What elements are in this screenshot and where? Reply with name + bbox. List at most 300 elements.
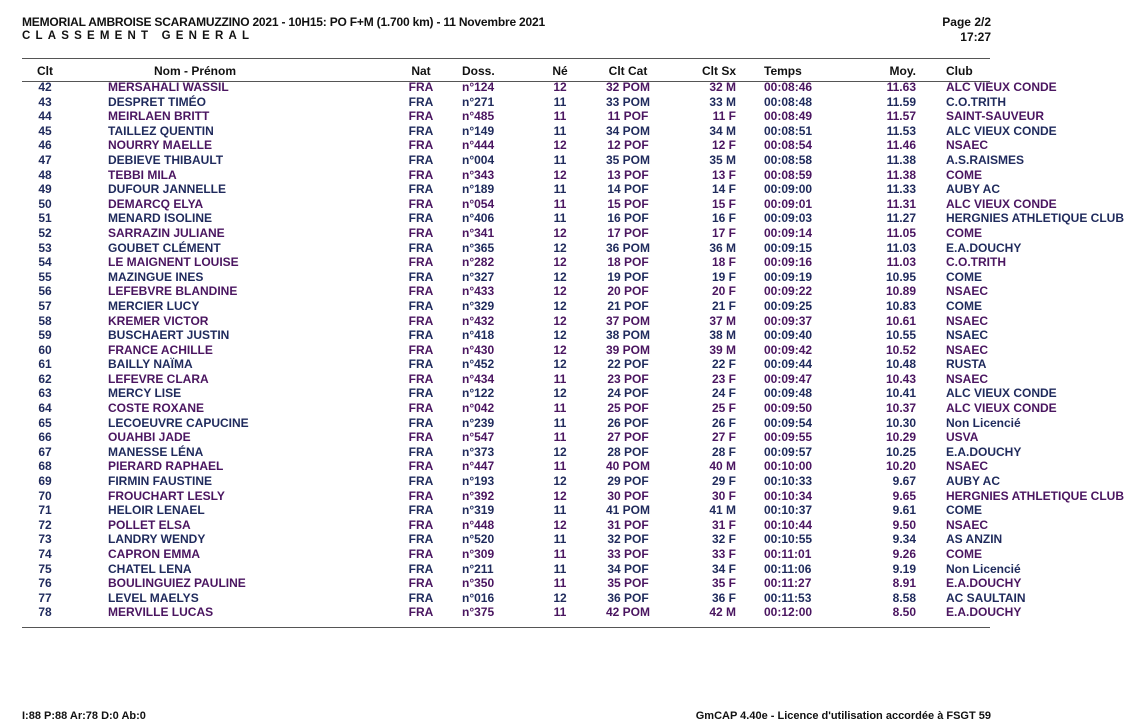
cell-cat-rank: 23 POF xyxy=(607,371,649,386)
cell-bib: n°054 xyxy=(462,196,495,211)
cell-avg: 10.25 xyxy=(885,444,916,459)
table-row xyxy=(22,576,990,591)
cell-avg: 9.26 xyxy=(892,547,916,561)
cell-rank: 48 xyxy=(38,167,52,182)
col-header-nat: Nat xyxy=(411,63,431,78)
cell-time: 00:09:15 xyxy=(764,240,813,255)
cell-rank: 51 xyxy=(38,211,52,226)
col-header-clt: Clt xyxy=(37,63,53,78)
cell-club: ALC VIEUX CONDE xyxy=(946,386,1057,401)
cell-avg: 9.34 xyxy=(892,532,916,547)
cell-born: 12 xyxy=(553,590,567,605)
cell-name: MERSAHALI WASSIL xyxy=(108,80,229,94)
cell-nat: FRA xyxy=(408,605,434,620)
cell-bib: n°124 xyxy=(462,80,495,94)
cell-rank: 64 xyxy=(38,401,52,416)
cell-time: 00:09:37 xyxy=(764,313,813,328)
cell-time: 00:09:01 xyxy=(764,196,813,211)
cell-name: MENARD ISOLINE xyxy=(108,211,213,226)
cell-cat-rank: 22 POF xyxy=(607,357,649,372)
cell-avg: 9.67 xyxy=(892,474,916,489)
cell-name: COSTE ROXANE xyxy=(108,401,205,416)
cell-club: ALC VIEUX CONDE xyxy=(946,401,1057,416)
page-title: MEMORIAL AMBROISE SCARAMUZZINO 2021 - 10H15: PO F+M (1.700 km) - 11 Novembre 2021 xyxy=(22,15,545,29)
cell-avg: 9.61 xyxy=(892,503,916,518)
cell-bib: n°520 xyxy=(462,532,495,547)
cell-club: E.A.DOUCHY xyxy=(946,240,1022,255)
cell-club: AS ANZIN xyxy=(946,532,1003,547)
cell-avg: 11.33 xyxy=(886,182,916,197)
cell-nat: FRA xyxy=(408,240,434,255)
cell-rank: 55 xyxy=(38,269,52,284)
table-row xyxy=(22,197,990,212)
cell-born: 12 xyxy=(553,313,567,328)
cell-cat-rank: 33 POM xyxy=(605,94,650,109)
cell-cat-rank: 21 POF xyxy=(607,298,649,313)
cell-bib: n°189 xyxy=(462,182,495,197)
cell-nat: FRA xyxy=(408,109,434,124)
print-time: 17:27 xyxy=(960,30,991,44)
cell-nat: FRA xyxy=(408,386,434,401)
cell-born: 12 xyxy=(553,444,567,459)
cell-sex-rank: 34 F xyxy=(711,561,736,576)
cell-bib: n°547 xyxy=(462,430,495,445)
cell-time: 00:09:14 xyxy=(764,225,813,240)
cell-rank: 47 xyxy=(38,152,52,167)
table-row xyxy=(22,299,990,314)
cell-nat: FRA xyxy=(408,503,434,518)
cell-club: C.O.TRITH xyxy=(946,255,1006,270)
cell-name: BUSCHAERT JUSTIN xyxy=(108,328,230,343)
cell-sex-rank: 37 M xyxy=(709,313,736,328)
table-row xyxy=(22,270,990,285)
table-row xyxy=(22,314,990,329)
cell-time: 00:12:00 xyxy=(764,605,813,620)
table-row xyxy=(22,430,990,445)
table-row xyxy=(22,459,990,474)
cell-nat: FRA xyxy=(408,561,434,576)
cell-rank: 73 xyxy=(38,532,52,547)
cell-club: NSAEC xyxy=(946,459,989,474)
table-row xyxy=(22,95,990,110)
col-header-born: Né xyxy=(552,63,568,78)
cell-name: GOUBET CLÉMENT xyxy=(108,240,221,255)
cell-born: 11 xyxy=(553,123,567,138)
cell-nat: FRA xyxy=(408,342,434,357)
cell-name: POLLET ELSA xyxy=(108,517,191,532)
cell-avg: 11.57 xyxy=(886,109,916,124)
cell-time: 00:09:16 xyxy=(764,255,813,270)
table-bottom-rule xyxy=(22,627,990,628)
cell-time: 00:09:40 xyxy=(764,328,813,343)
cell-nat: FRA xyxy=(408,284,434,299)
table-row xyxy=(22,357,990,372)
table-row xyxy=(22,211,990,226)
cell-name: MEIRLAEN BRITT xyxy=(108,109,210,124)
cell-nat: FRA xyxy=(408,532,434,547)
cell-rank: 50 xyxy=(38,196,52,211)
cell-born: 12 xyxy=(553,255,567,270)
cell-sex-rank: 33 F xyxy=(711,547,736,561)
cell-bib: n°004 xyxy=(462,152,495,167)
cell-rank: 72 xyxy=(38,517,52,532)
table-row xyxy=(22,401,990,416)
cell-cat-rank: 25 POF xyxy=(607,401,649,416)
cell-sex-rank: 36 M xyxy=(709,240,736,255)
cell-cat-rank: 31 POF xyxy=(607,517,649,532)
cell-avg: 10.37 xyxy=(885,401,916,416)
cell-cat-rank: 19 POF xyxy=(607,269,649,284)
cell-nat: FRA xyxy=(408,269,434,284)
cell-cat-rank: 20 POF xyxy=(607,284,649,299)
table-row xyxy=(22,124,990,139)
cell-time: 00:11:01 xyxy=(764,547,812,561)
cell-sex-rank: 22 F xyxy=(711,357,736,372)
cell-avg: 11.53 xyxy=(886,123,916,138)
cell-avg: 10.20 xyxy=(885,459,916,474)
cell-born: 11 xyxy=(553,401,567,416)
cell-bib: n°448 xyxy=(462,517,495,532)
cell-club: COME xyxy=(946,298,982,313)
table-row xyxy=(22,591,990,606)
cell-rank: 58 xyxy=(38,313,52,328)
cell-nat: FRA xyxy=(408,488,434,503)
cell-club: NSAEC xyxy=(946,328,989,343)
cell-cat-rank: 35 POF xyxy=(607,576,649,591)
cell-nat: FRA xyxy=(408,123,434,138)
cell-born: 11 xyxy=(553,532,567,547)
cell-avg: 11.38 xyxy=(886,152,916,167)
cell-club: COME xyxy=(946,225,982,240)
cell-born: 12 xyxy=(553,386,567,401)
cell-sex-rank: 20 F xyxy=(711,284,736,299)
cell-avg: 9.19 xyxy=(892,561,916,576)
cell-club: USVA xyxy=(946,430,979,445)
cell-sex-rank: 16 F xyxy=(711,211,736,226)
cell-cat-rank: 28 POF xyxy=(607,444,649,459)
cell-rank: 54 xyxy=(38,255,52,270)
cell-born: 11 xyxy=(553,547,567,561)
table-row xyxy=(22,153,990,168)
cell-born: 12 xyxy=(553,517,567,532)
cell-rank: 60 xyxy=(38,342,52,357)
cell-time: 00:10:37 xyxy=(764,503,813,518)
cell-sex-rank: 11 F xyxy=(712,109,736,124)
cell-nat: FRA xyxy=(408,517,434,532)
cell-name: NOURRY MAELLE xyxy=(108,138,213,153)
cell-cat-rank: 17 POF xyxy=(607,225,649,240)
cell-bib: n°430 xyxy=(462,342,495,357)
cell-born: 11 xyxy=(553,94,567,109)
cell-avg: 10.29 xyxy=(885,430,916,445)
cell-born: 12 xyxy=(553,488,567,503)
cell-club: RUSTA xyxy=(946,357,987,372)
cell-avg: 9.50 xyxy=(892,517,916,532)
table-row xyxy=(22,518,990,533)
cell-born: 11 xyxy=(553,182,567,197)
cell-avg: 9.65 xyxy=(892,488,916,503)
cell-cat-rank: 41 POM xyxy=(605,503,650,518)
cell-nat: FRA xyxy=(408,459,434,474)
cell-bib: n°406 xyxy=(462,211,495,226)
cell-bib: n°327 xyxy=(462,269,495,284)
cell-sex-rank: 24 F xyxy=(711,386,736,401)
table-row xyxy=(22,474,990,489)
cell-name: MERCIER LUCY xyxy=(108,298,200,313)
cell-name: LEFEBVRE BLANDINE xyxy=(108,284,238,299)
cell-nat: FRA xyxy=(408,590,434,605)
cell-time: 00:08:51 xyxy=(764,123,813,138)
cell-sex-rank: 21 F xyxy=(711,298,736,313)
cell-sex-rank: 40 M xyxy=(709,459,736,474)
cell-name: LEFEVRE CLARA xyxy=(108,371,209,386)
cell-time: 00:09:42 xyxy=(764,342,813,357)
cell-time: 00:09:57 xyxy=(764,444,813,459)
cell-name: DESPRET TIMÉO xyxy=(108,94,207,109)
cell-nat: FRA xyxy=(408,80,434,94)
cell-bib: n°016 xyxy=(462,590,495,605)
cell-name: BOULINGUIEZ PAULINE xyxy=(108,576,246,591)
cell-cat-rank: 15 POF xyxy=(607,196,649,211)
cell-cat-rank: 16 POF xyxy=(607,211,649,226)
cell-name: PIERARD RAPHAEL xyxy=(108,459,224,474)
cell-born: 11 xyxy=(553,415,567,430)
cell-avg: 10.43 xyxy=(885,371,916,386)
cell-sex-rank: 41 M xyxy=(709,503,736,518)
cell-bib: n°271 xyxy=(462,94,495,109)
cell-avg: 11.63 xyxy=(886,80,916,94)
cell-avg: 11.31 xyxy=(886,196,916,211)
cell-nat: FRA xyxy=(408,444,434,459)
cell-rank: 56 xyxy=(38,284,52,299)
table-row xyxy=(22,489,990,504)
cell-club: AC SAULTAIN xyxy=(946,590,1026,605)
cell-bib: n°418 xyxy=(462,328,495,343)
cell-time: 00:09:25 xyxy=(764,298,813,313)
cell-time: 00:09:47 xyxy=(764,371,813,386)
cell-time: 00:11:53 xyxy=(764,590,812,605)
cell-cat-rank: 36 POM xyxy=(605,240,650,255)
table-row xyxy=(22,445,990,460)
cell-nat: FRA xyxy=(408,430,434,445)
cell-cat-rank: 33 POF xyxy=(607,547,649,561)
cell-cat-rank: 38 POM xyxy=(605,328,650,343)
cell-born: 11 xyxy=(553,109,567,124)
cell-sex-rank: 35 M xyxy=(709,152,736,167)
cell-rank: 52 xyxy=(38,225,52,240)
cell-avg: 10.83 xyxy=(885,298,916,313)
cell-cat-rank: 24 POF xyxy=(607,386,649,401)
cell-rank: 74 xyxy=(38,547,52,561)
cell-club: Non Licencié xyxy=(946,561,1021,576)
cell-avg: 11.03 xyxy=(886,240,916,255)
cell-cat-rank: 32 POF xyxy=(607,532,649,547)
cell-nat: FRA xyxy=(408,547,434,561)
cell-born: 11 xyxy=(553,430,567,445)
cell-sex-rank: 33 M xyxy=(709,94,736,109)
cell-sex-rank: 28 F xyxy=(711,444,736,459)
cell-avg: 11.46 xyxy=(886,138,916,153)
cell-name: LE MAIGNENT LOUISE xyxy=(108,255,239,270)
table-row xyxy=(22,416,990,431)
cell-club: AUBY AC xyxy=(946,474,1001,489)
cell-bib: n°365 xyxy=(462,240,495,255)
table-row xyxy=(22,138,990,153)
cell-born: 11 xyxy=(553,211,567,226)
cell-cat-rank: 26 POF xyxy=(607,415,649,430)
cell-sex-rank: 39 M xyxy=(709,342,736,357)
cell-cat-rank: 14 POF xyxy=(607,182,649,197)
cell-sex-rank: 14 F xyxy=(711,182,736,197)
cell-avg: 11.03 xyxy=(886,255,916,270)
cell-born: 11 xyxy=(553,196,567,211)
table-row xyxy=(22,562,990,577)
cell-born: 12 xyxy=(553,298,567,313)
cell-sex-rank: 31 F xyxy=(711,517,736,532)
cell-rank: 45 xyxy=(38,123,52,138)
cell-sex-rank: 15 F xyxy=(711,196,736,211)
cell-rank: 59 xyxy=(38,328,52,343)
cell-rank: 43 xyxy=(38,94,52,109)
cell-bib: n°485 xyxy=(462,109,495,124)
cell-bib: n°042 xyxy=(462,401,495,416)
cell-sex-rank: 25 F xyxy=(711,401,736,416)
cell-nat: FRA xyxy=(408,313,434,328)
table-row xyxy=(22,109,990,124)
table-row xyxy=(22,532,990,547)
cell-sex-rank: 23 F xyxy=(711,371,736,386)
cell-bib: n°432 xyxy=(462,313,495,328)
col-header-name: Nom - Prénom xyxy=(154,63,237,78)
cell-rank: 44 xyxy=(38,109,52,124)
cell-time: 00:09:55 xyxy=(764,430,813,445)
cell-avg: 10.41 xyxy=(885,386,916,401)
cell-born: 12 xyxy=(553,284,567,299)
header-rule xyxy=(22,58,990,59)
cell-rank: 76 xyxy=(38,576,52,591)
cell-bib: n°375 xyxy=(462,605,495,620)
cell-name: OUAHBI JADE xyxy=(108,430,191,445)
cell-bib: n°341 xyxy=(462,225,495,240)
page-number: Page 2/2 xyxy=(942,15,991,29)
table-row xyxy=(22,547,990,562)
cell-rank: 49 xyxy=(38,182,52,197)
cell-club: COME xyxy=(946,269,982,284)
cell-rank: 61 xyxy=(38,357,52,372)
cell-avg: 10.30 xyxy=(885,415,916,430)
cell-born: 12 xyxy=(553,474,567,489)
cell-rank: 53 xyxy=(38,240,52,255)
cell-rank: 68 xyxy=(38,459,52,474)
cell-sex-rank: 36 F xyxy=(711,590,736,605)
cell-rank: 62 xyxy=(38,371,52,386)
cell-sex-rank: 34 M xyxy=(709,123,736,138)
cell-club: NSAEC xyxy=(946,284,989,299)
cell-born: 12 xyxy=(553,357,567,372)
cell-avg: 8.91 xyxy=(892,576,916,591)
cell-sex-rank: 27 F xyxy=(711,430,736,445)
cell-born: 12 xyxy=(553,342,567,357)
cell-name: FIRMIN FAUSTINE xyxy=(108,474,212,489)
cell-born: 12 xyxy=(553,80,567,94)
col-header-time: Temps xyxy=(764,63,802,78)
cell-bib: n°447 xyxy=(462,459,495,474)
cell-bib: n°434 xyxy=(462,371,495,386)
cell-time: 00:11:27 xyxy=(764,576,812,591)
cell-bib: n°239 xyxy=(462,415,495,430)
cell-club: ALC VIEUX CONDE xyxy=(946,123,1057,138)
cell-avg: 11.38 xyxy=(886,167,916,182)
cell-born: 12 xyxy=(553,240,567,255)
cell-nat: FRA xyxy=(408,576,434,591)
cell-name: MANESSE LÉNA xyxy=(108,444,204,459)
cell-cat-rank: 36 POF xyxy=(607,590,649,605)
cell-bib: n°282 xyxy=(462,255,495,270)
cell-sex-rank: 26 F xyxy=(711,415,736,430)
cell-rank: 78 xyxy=(38,605,52,620)
cell-cat-rank: 30 POF xyxy=(607,488,649,503)
table-row xyxy=(22,182,990,197)
cell-bib: n°350 xyxy=(462,576,495,591)
cell-rank: 66 xyxy=(38,430,52,445)
cell-name: MAZINGUE INES xyxy=(108,269,204,284)
cell-cat-rank: 37 POM xyxy=(605,313,650,328)
cell-avg: 10.48 xyxy=(885,357,916,372)
cell-rank: 42 xyxy=(38,80,52,94)
cell-club: NSAEC xyxy=(946,371,989,386)
col-header-cat-rank: Clt Cat xyxy=(608,63,648,78)
table-row xyxy=(22,372,990,387)
cell-avg: 11.27 xyxy=(886,211,916,226)
cell-born: 12 xyxy=(553,269,567,284)
cell-avg: 10.52 xyxy=(885,342,916,357)
table-row xyxy=(22,241,990,256)
cell-born: 11 xyxy=(553,605,567,620)
table-row xyxy=(22,386,990,401)
cell-cat-rank: 32 POM xyxy=(605,80,650,94)
cell-time: 00:08:59 xyxy=(764,167,813,182)
cell-cat-rank: 12 POF xyxy=(607,138,649,153)
cell-club: E.A.DOUCHY xyxy=(946,444,1022,459)
cell-club: A.S.RAISMES xyxy=(946,152,1025,167)
cell-name: CHATEL LENA xyxy=(108,561,192,576)
cell-nat: FRA xyxy=(408,211,434,226)
cell-sex-rank: 19 F xyxy=(711,269,736,284)
cell-club: E.A.DOUCHY xyxy=(946,576,1022,591)
col-header-bib: Doss. xyxy=(462,63,495,78)
cell-club: COME xyxy=(946,167,982,182)
table-row xyxy=(22,343,990,358)
cell-name: LANDRY WENDY xyxy=(108,532,206,547)
cell-rank: 46 xyxy=(38,138,52,153)
cell-born: 11 xyxy=(553,371,567,386)
cell-name: FRANCE ACHILLE xyxy=(108,342,213,357)
cell-avg: 11.05 xyxy=(886,225,916,240)
cell-cat-rank: 27 POF xyxy=(607,430,649,445)
cell-name: DUFOUR JANNELLE xyxy=(108,182,227,197)
cell-time: 00:10:34 xyxy=(764,488,813,503)
cell-nat: FRA xyxy=(408,138,434,153)
cell-time: 00:08:58 xyxy=(764,152,813,167)
cell-avg: 10.55 xyxy=(885,328,916,343)
cell-avg: 10.89 xyxy=(885,284,916,299)
cell-rank: 67 xyxy=(38,444,52,459)
cell-rank: 57 xyxy=(38,298,52,313)
cell-rank: 69 xyxy=(38,474,52,489)
cell-name: MERVILLE LUCAS xyxy=(108,605,214,620)
cell-club: AUBY AC xyxy=(946,182,1001,197)
cell-bib: n°433 xyxy=(462,284,495,299)
